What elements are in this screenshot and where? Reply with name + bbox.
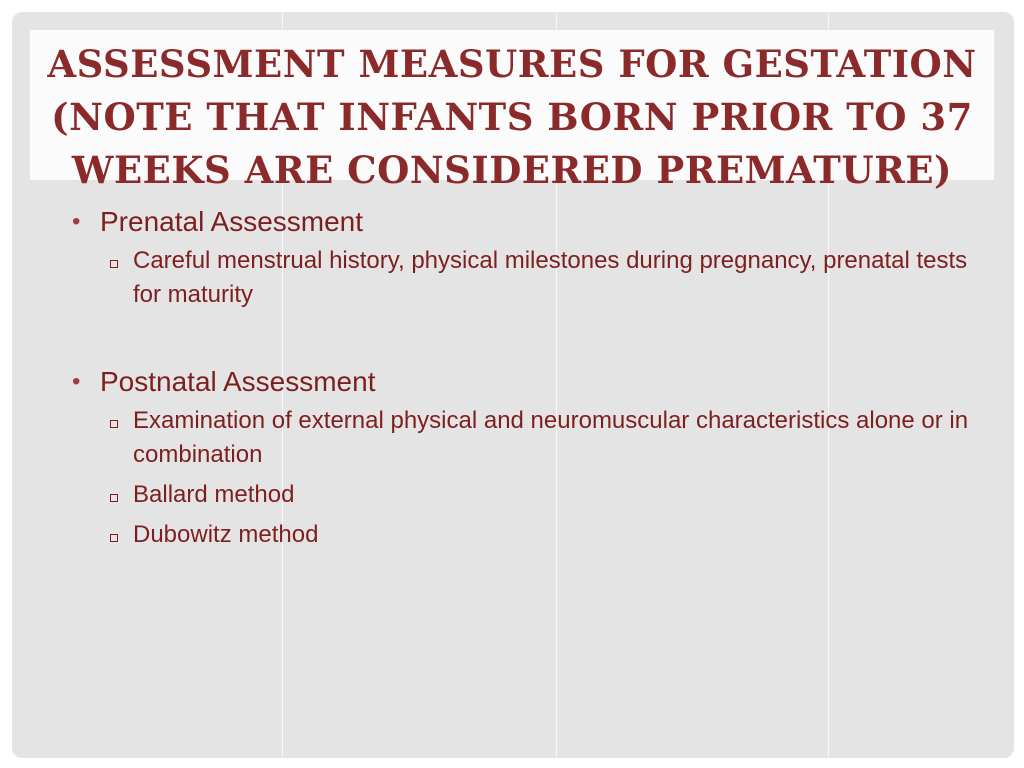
- list-item: [70, 404, 970, 472]
- list-item-text: Dubowitz method: [133, 521, 319, 548]
- list-item: [70, 478, 970, 512]
- section-heading-prenatal: • Prenatal Assessment: [70, 202, 970, 242]
- title-line: (NOTE THAT INFANTS BORN PRIOR TO 37: [51, 95, 973, 139]
- list-item: [70, 244, 970, 312]
- list-item-text: Careful menstrual history, physical milestones during pregnancy, prenatal tests for maturity: [133, 247, 968, 308]
- list-item-text: Examination of external physical and neuromuscular characteristics alone or in combination: [133, 407, 969, 468]
- section-heading-postnatal: • Postnatal Assessment: [70, 362, 970, 402]
- slide-body: [70, 202, 970, 558]
- hollow-square-bullet-icon: [110, 420, 118, 428]
- hollow-square-bullet-icon: [110, 534, 118, 542]
- title-line: WEEKS ARE CONSIDERED PREMATURE): [71, 148, 953, 192]
- slide-title: [30, 30, 994, 197]
- prenatal-sub-list: [70, 244, 970, 312]
- hollow-square-bullet-icon: [110, 260, 118, 268]
- title-box: [30, 30, 994, 192]
- postnatal-sub-list: [70, 404, 970, 552]
- list-item-text: Ballard method: [133, 481, 295, 508]
- slide: [12, 12, 1014, 758]
- list-item: [70, 518, 970, 552]
- hollow-square-bullet-icon: [110, 494, 118, 502]
- title-line: ASSESSMENT MEASURES FOR GESTATION: [47, 42, 977, 86]
